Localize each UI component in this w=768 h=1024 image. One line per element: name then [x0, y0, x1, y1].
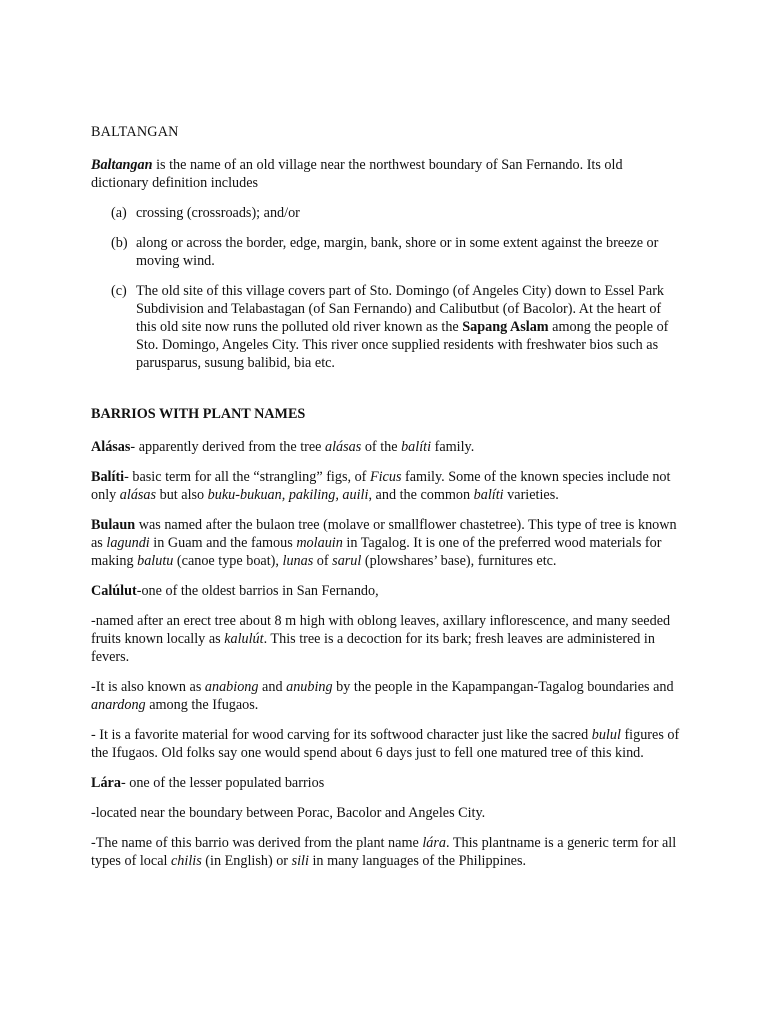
italic-term: buku-bukuan, pakiling, auili	[207, 487, 369, 503]
entry-calulut-detail-1	[91, 612, 680, 666]
entry-bulaun	[91, 516, 680, 570]
text-run: . This plantname is a generic term for all types of local	[91, 835, 677, 869]
list-text: along or across the border, edge, margin, bank, shore or in some extent against the breeze or moving wind.	[136, 235, 659, 269]
text-run: -one of the oldest barrios in San Fernando,	[136, 583, 379, 599]
italic-term: sili	[291, 853, 309, 869]
text-run: - one of the lesser populated barrios	[120, 775, 325, 791]
text-run: , and the common	[368, 487, 474, 503]
text-run: and	[258, 679, 287, 695]
entry-term: Balíti	[91, 469, 125, 485]
list-marker: (b)	[111, 235, 128, 251]
text-run: -named after an erect tree about 8 m high with oblong leaves, axillary inflorescence, and many seeded fruits known locally as	[91, 613, 671, 647]
italic-term: balíti	[473, 487, 504, 503]
text-run: of	[313, 553, 333, 569]
list-text	[136, 282, 680, 372]
text-run: of the	[361, 439, 402, 455]
italic-term: lára	[422, 835, 446, 851]
text-run: (in English) or	[201, 853, 292, 869]
entry-term: Lára	[91, 775, 121, 791]
text-run: (canoe type boat),	[173, 553, 283, 569]
text-run: was named after the bulaon tree (molave or smallflower chastetree). This type of tree is known as	[91, 517, 677, 551]
text-run: - basic term for all the “strangling” figs, of	[124, 469, 370, 485]
italic-term: kalulút	[224, 631, 264, 647]
italic-term: anardong	[91, 697, 146, 713]
italic-term: lunas	[282, 553, 314, 569]
text-run: in Tagalog. It is one of the preferred wood materials for making	[91, 535, 662, 569]
entry-calulut-title	[91, 582, 680, 600]
italic-term: alásas	[119, 487, 157, 503]
text-run: - apparently derived from the tree	[130, 439, 326, 455]
list-item	[91, 204, 680, 222]
italic-term: sarul	[332, 553, 362, 569]
italic-term: balíti	[401, 439, 432, 455]
text-run: family.	[431, 439, 475, 455]
italic-term: molauin	[296, 535, 343, 551]
italic-term: anubing	[286, 679, 333, 695]
italic-term: lagundi	[106, 535, 150, 551]
italic-term: balutu	[137, 553, 174, 569]
list-text: crossing (crossroads); and/or	[136, 205, 300, 221]
entry-lara-detail-1: -located near the boundary between Porac, Bacolor and Angeles City.	[91, 805, 486, 821]
text-run: varieties.	[503, 487, 559, 503]
text-run: figures of the Ifugaos. Old folks say one would spend about 6 days just to fell one matured tree of this kind.	[91, 727, 680, 761]
text-run: - It is a favorite material for wood carving for its softwood character just like the sacred	[91, 727, 592, 743]
list-item	[91, 234, 680, 270]
italic-term: Ficus	[369, 469, 402, 485]
entry-calulut-detail-2	[91, 678, 680, 714]
text-run: among the Ifugaos.	[145, 697, 259, 713]
entry-term: Bulaun	[91, 517, 136, 533]
list-item	[91, 282, 680, 372]
list-marker: (c)	[111, 283, 127, 299]
entry-calulut-detail-3	[91, 726, 680, 762]
text-run: among the people of Sto. Domingo, Angeles City. This river once supplied residents with freshwater bios such as parusparus, susung balibid, bia etc.	[136, 319, 669, 371]
list-marker: (a)	[111, 205, 127, 221]
baltangan-intro	[91, 156, 680, 192]
text-run: The old site of this village covers part of Sto. Domingo (of Angeles City) down to Essel Park Subdivision and Telabastagan (of San Fernando) and Calibutbut (of Bacolor). At the heart of this old site now runs the polluted old river known as the	[136, 283, 665, 335]
entry-baliti	[91, 468, 680, 504]
entry-lara-title	[91, 774, 680, 792]
text-run: . This tree is a decoction for its bark; fresh leaves are administered in fevers.	[91, 631, 655, 665]
text-run: (plowshares’ base), furnitures etc.	[361, 553, 557, 569]
text-run: in many languages of the Philippines.	[308, 853, 527, 869]
text-run: by the people in the Kapampangan-Tagalog boundaries and	[332, 679, 674, 695]
text-run: -It is also known as	[91, 679, 205, 695]
italic-term: chilis	[170, 853, 202, 869]
term-sapang-aslam: Sapang Aslam	[462, 319, 549, 335]
italic-term: alásas	[325, 439, 362, 455]
italic-term: bulul	[591, 727, 621, 743]
text-run: family. Some of the known species include not only	[91, 469, 671, 503]
section-heading-baltangan: BALTANGAN	[91, 124, 179, 140]
text-run: but also	[156, 487, 208, 503]
entry-term: Alásas	[91, 439, 131, 455]
text-run: -The name of this barrio was derived from the plant name	[91, 835, 423, 851]
section-heading-plant-names: BARRIOS WITH PLANT NAMES	[91, 406, 306, 422]
term-baltangan: Baltangan	[91, 157, 153, 173]
definition-list	[91, 204, 680, 372]
text-run: in Guam and the famous	[149, 535, 297, 551]
intro-text: is the name of an old village near the northwest boundary of San Fernando. Its old dictionary definition includes	[91, 157, 623, 191]
entry-lara-detail-2	[91, 834, 680, 870]
italic-term: anabiong	[204, 679, 259, 695]
entry-alasas	[91, 438, 680, 456]
entry-term: Calúlut	[91, 583, 137, 599]
